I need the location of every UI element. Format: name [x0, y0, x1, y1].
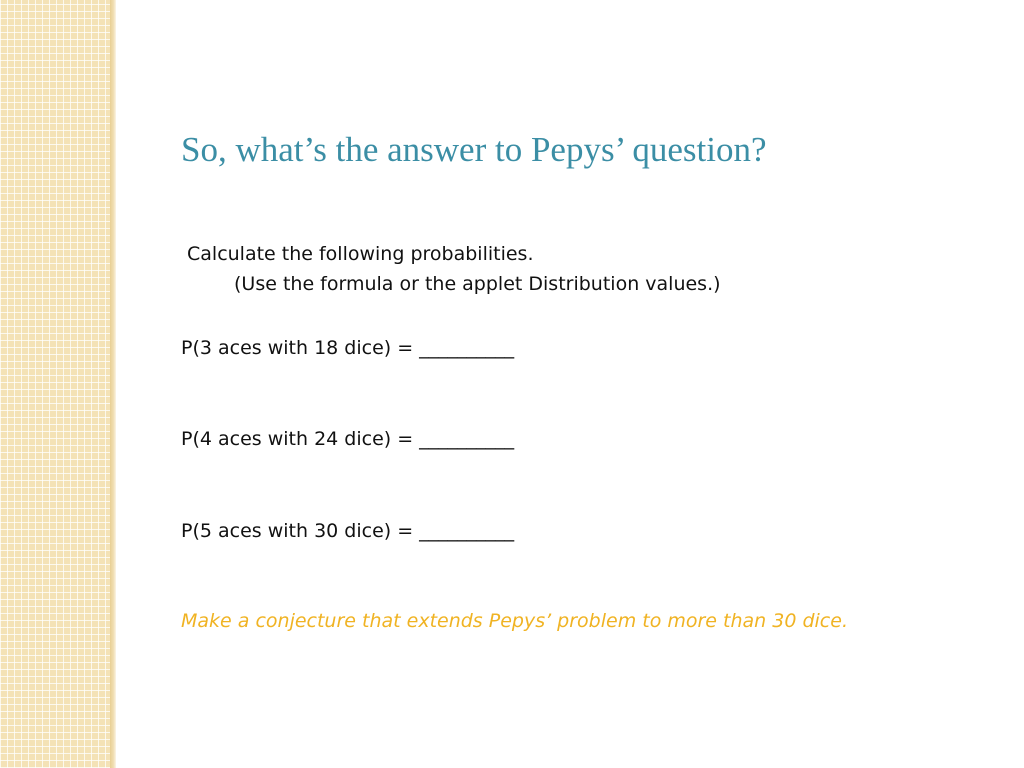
decorative-side-edge	[110, 0, 116, 768]
question-3-aces: P(3 aces with 18 dice) = __________	[181, 337, 515, 359]
instruction-line-2: (Use the formula or the applet Distribution values.)	[234, 273, 721, 295]
conjecture-prompt: Make a conjecture that extends Pepys’ problem to more than 30 dice.	[181, 610, 848, 632]
slide-title: So, what’s the answer to Pepys’ question?	[181, 130, 767, 169]
decorative-side-pattern	[0, 0, 110, 768]
question-4-aces: P(4 aces with 24 dice) = __________	[181, 428, 515, 450]
instruction-line-1: Calculate the following probabilities.	[187, 243, 534, 265]
question-5-aces: P(5 aces with 30 dice) = __________	[181, 520, 515, 542]
